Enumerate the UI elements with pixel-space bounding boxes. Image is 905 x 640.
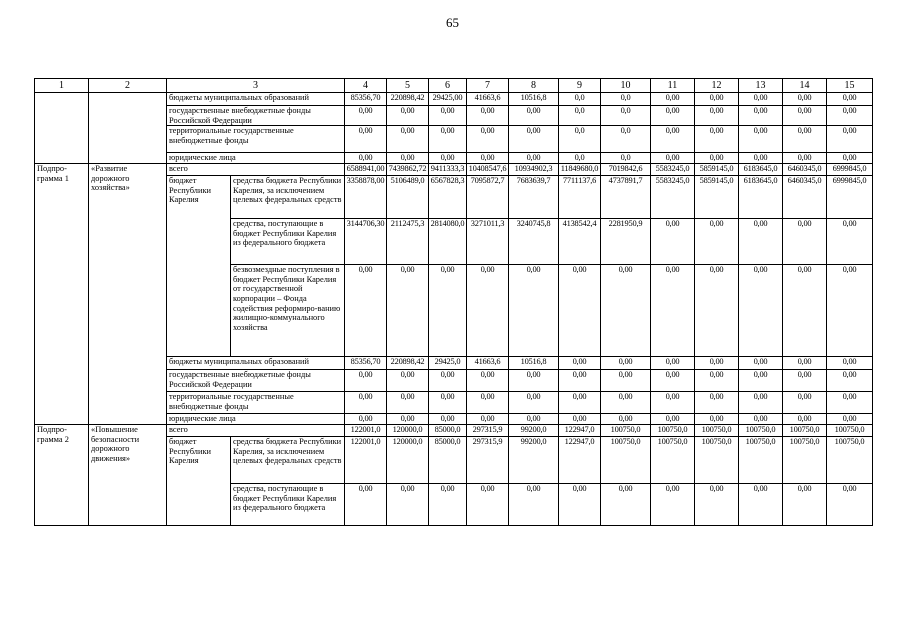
value-cell: 0,00 (695, 153, 739, 164)
source-label: всего (167, 164, 345, 176)
value-cell: 85000,0 (429, 437, 467, 484)
header-cell: 1 (35, 79, 89, 93)
value-cell: 99200,0 (509, 437, 559, 484)
value-cell: 0,00 (651, 106, 695, 126)
subprogram-name: «Развитие дорожного хозяйства» (89, 164, 167, 425)
value-cell: 2281950,9 (601, 219, 651, 265)
value-cell: 0,00 (739, 265, 783, 357)
value-cell: 85356,70 (345, 357, 387, 370)
value-cell: 297315,9 (467, 437, 509, 484)
budget-table (34, 78, 873, 526)
value-cell: 0,0 (601, 93, 651, 106)
value-cell: 0,00 (783, 414, 827, 425)
value-cell: 100750,0 (651, 425, 695, 437)
value-cell: 0,00 (429, 370, 467, 392)
value-cell: 0,00 (601, 357, 651, 370)
value-cell: 6460345,0 (783, 164, 827, 176)
value-cell: 100750,0 (827, 437, 873, 484)
value-cell: 0,00 (827, 414, 873, 425)
value-cell: 0,0 (559, 106, 601, 126)
value-cell: 6567828,3 (429, 176, 467, 219)
table-row (35, 93, 873, 106)
program-cell (35, 93, 89, 164)
page-number: 65 (446, 15, 459, 30)
value-cell: 10516,8 (509, 93, 559, 106)
value-cell: 2814080,0 (429, 219, 467, 265)
value-cell: 0,00 (783, 392, 827, 414)
budget-rk-label: бюджет Республики Карелия (167, 437, 231, 526)
value-cell: 6183645,0 (739, 176, 783, 219)
value-cell: 0,0 (559, 153, 601, 164)
value-cell: 0,00 (783, 93, 827, 106)
value-cell: 120000,0 (387, 437, 429, 484)
source-label: бюджеты муниципальных образований (167, 357, 345, 370)
value-cell: 0,00 (559, 265, 601, 357)
source-label: юридические лица (167, 414, 345, 425)
value-cell: 0,00 (783, 106, 827, 126)
value-cell: 0,00 (695, 357, 739, 370)
value-cell: 0,00 (695, 484, 739, 526)
value-cell: 6999845,0 (827, 176, 873, 219)
header-cell: 12 (695, 79, 739, 93)
value-cell: 0,00 (467, 153, 509, 164)
value-cell: 0,00 (651, 265, 695, 357)
value-cell: 100750,0 (695, 437, 739, 484)
source-label: всего (167, 425, 345, 437)
value-cell: 0,00 (695, 414, 739, 425)
value-cell: 0,00 (827, 484, 873, 526)
value-cell: 29425,0 (429, 357, 467, 370)
value-cell: 7711137,6 (559, 176, 601, 219)
value-cell: 0,00 (827, 106, 873, 126)
header-cell: 10 (601, 79, 651, 93)
value-cell: 0,00 (783, 265, 827, 357)
value-cell: 0,00 (467, 484, 509, 526)
value-cell: 0,0 (601, 153, 651, 164)
value-cell: 3240745,8 (509, 219, 559, 265)
value-cell: 0,00 (559, 484, 601, 526)
value-cell: 0,00 (559, 370, 601, 392)
value-cell: 29425,00 (429, 93, 467, 106)
header-cell: 13 (739, 79, 783, 93)
value-cell: 0,00 (429, 392, 467, 414)
source-label: территориальные государственные внебюджетные фонды (167, 126, 345, 153)
value-cell: 0,00 (739, 484, 783, 526)
value-cell: 0,00 (827, 265, 873, 357)
value-cell: 0,00 (509, 392, 559, 414)
value-cell: 0,00 (387, 265, 429, 357)
value-cell: 0,00 (509, 265, 559, 357)
value-cell: 0,00 (559, 414, 601, 425)
value-cell: 10408547,6 (467, 164, 509, 176)
header-cell: 2 (89, 79, 167, 93)
value-cell: 0,00 (601, 265, 651, 357)
source-label: средства, поступающие в бюджет Республики Карелия из федерального бюджета (231, 484, 345, 526)
value-cell: 0,00 (601, 484, 651, 526)
value-cell: 0,00 (651, 484, 695, 526)
value-cell: 6183645,0 (739, 164, 783, 176)
value-cell: 0,00 (509, 153, 559, 164)
value-cell: 0,00 (827, 370, 873, 392)
value-cell: 0,00 (345, 392, 387, 414)
value-cell: 0,00 (651, 392, 695, 414)
value-cell: 0,00 (509, 370, 559, 392)
value-cell: 0,00 (387, 126, 429, 153)
header-cell: 3 (167, 79, 345, 93)
value-cell: 0,00 (559, 392, 601, 414)
value-cell: 0,00 (387, 370, 429, 392)
value-cell: 100750,0 (739, 437, 783, 484)
value-cell: 0,00 (783, 357, 827, 370)
source-label: бюджеты муниципальных образований (167, 93, 345, 106)
value-cell: 0,00 (651, 93, 695, 106)
value-cell: 0,00 (345, 106, 387, 126)
header-cell: 15 (827, 79, 873, 93)
value-cell: 0,00 (509, 484, 559, 526)
value-cell: 0,00 (429, 106, 467, 126)
value-cell: 0,00 (827, 219, 873, 265)
value-cell: 0,00 (345, 153, 387, 164)
value-cell: 0,00 (601, 370, 651, 392)
value-cell: 5106489,0 (387, 176, 429, 219)
value-cell: 0,00 (509, 414, 559, 425)
value-cell: 0,00 (695, 126, 739, 153)
value-cell: 0,00 (467, 126, 509, 153)
value-cell: 100750,0 (783, 425, 827, 437)
value-cell: 85356,70 (345, 93, 387, 106)
value-cell: 0,00 (651, 357, 695, 370)
value-cell: 100750,0 (601, 437, 651, 484)
value-cell: 0,00 (467, 106, 509, 126)
value-cell: 0,00 (509, 126, 559, 153)
value-cell: 0,00 (739, 219, 783, 265)
source-label: юридические лица (167, 153, 345, 164)
value-cell: 0,0 (601, 106, 651, 126)
value-cell: 0,00 (827, 126, 873, 153)
value-cell: 100750,0 (827, 425, 873, 437)
value-cell: 0,00 (467, 265, 509, 357)
value-cell: 3144706,30 (345, 219, 387, 265)
header-row (35, 79, 873, 93)
value-cell: 0,00 (429, 414, 467, 425)
value-cell: 122001,0 (345, 437, 387, 484)
value-cell: 0,00 (695, 265, 739, 357)
value-cell: 4138542,4 (559, 219, 601, 265)
value-cell: 0,00 (559, 357, 601, 370)
value-cell: 0,00 (429, 265, 467, 357)
value-cell: 0,00 (429, 126, 467, 153)
value-cell: 0,00 (783, 153, 827, 164)
value-cell: 0,00 (695, 370, 739, 392)
value-cell: 0,00 (695, 392, 739, 414)
source-label: средства, поступающие в бюджет Республики Карелия из федерального бюджета (231, 219, 345, 265)
table-row (35, 425, 873, 437)
value-cell: 0,00 (739, 106, 783, 126)
value-cell: 100750,0 (783, 437, 827, 484)
value-cell: 0,00 (345, 414, 387, 425)
value-cell: 41663,6 (467, 357, 509, 370)
value-cell: 5583245,0 (651, 164, 695, 176)
value-cell: 122947,0 (559, 437, 601, 484)
value-cell: 0,00 (345, 265, 387, 357)
value-cell: 0,00 (739, 126, 783, 153)
value-cell: 0,00 (739, 93, 783, 106)
value-cell: 0,00 (827, 153, 873, 164)
value-cell: 2112475,3 (387, 219, 429, 265)
value-cell: 3358878,00 (345, 176, 387, 219)
value-cell: 0,00 (783, 126, 827, 153)
value-cell: 5583245,0 (651, 176, 695, 219)
value-cell: 0,00 (739, 414, 783, 425)
value-cell: 0,00 (467, 392, 509, 414)
value-cell: 0,0 (601, 126, 651, 153)
value-cell: 7683639,7 (509, 176, 559, 219)
value-cell: 0,00 (429, 153, 467, 164)
value-cell: 297315,9 (467, 425, 509, 437)
value-cell: 0,00 (387, 484, 429, 526)
value-cell: 0,00 (739, 392, 783, 414)
value-cell: 0,00 (509, 106, 559, 126)
subprogram-number: Подпро-грамма 1 (35, 164, 89, 425)
value-cell: 0,00 (429, 484, 467, 526)
value-cell: 6588941,00 (345, 164, 387, 176)
value-cell: 0,00 (467, 370, 509, 392)
source-label: безвозмездные поступления в бюджет Республики Карелия от государственной корпорации – Фонда содействия реформиро-ванию жилищно-коммунального хозяйства (231, 265, 345, 357)
source-label: средства бюджета Республики Карелия, за исключением целевых федеральных средств (231, 437, 345, 484)
value-cell: 122001,0 (345, 425, 387, 437)
value-cell: 220898,42 (387, 93, 429, 106)
value-cell: 0,00 (827, 93, 873, 106)
value-cell: 0,00 (783, 219, 827, 265)
value-cell: 0,00 (783, 370, 827, 392)
source-label: территориальные государственные внебюджетные фонды (167, 392, 345, 414)
value-cell: 7019842,6 (601, 164, 651, 176)
value-cell: 99200,0 (509, 425, 559, 437)
value-cell: 0,00 (345, 370, 387, 392)
value-cell: 100750,0 (739, 425, 783, 437)
value-cell: 0,00 (651, 126, 695, 153)
value-cell: 100750,0 (651, 437, 695, 484)
value-cell: 0,00 (345, 126, 387, 153)
value-cell: 122947,0 (559, 425, 601, 437)
value-cell: 0,00 (651, 370, 695, 392)
value-cell: 0,00 (739, 153, 783, 164)
value-cell: 6460345,0 (783, 176, 827, 219)
header-cell: 4 (345, 79, 387, 93)
value-cell: 0,00 (695, 219, 739, 265)
value-cell: 0,00 (601, 414, 651, 425)
value-cell: 0,00 (827, 392, 873, 414)
header-cell: 7 (467, 79, 509, 93)
value-cell: 0,00 (467, 414, 509, 425)
value-cell: 0,00 (387, 414, 429, 425)
value-cell: 0,00 (651, 219, 695, 265)
value-cell: 10934902,3 (509, 164, 559, 176)
table-row (35, 164, 873, 176)
subprogram-number: Подпро-грамма 2 (35, 425, 89, 526)
value-cell: 0,00 (387, 106, 429, 126)
value-cell: 0,00 (739, 370, 783, 392)
value-cell: 6999845,0 (827, 164, 873, 176)
source-label: государственные внебюджетные фонды Российской Федерации (167, 370, 345, 392)
header-cell: 11 (651, 79, 695, 93)
value-cell: 11849680,0 (559, 164, 601, 176)
value-cell: 3271011,3 (467, 219, 509, 265)
value-cell: 0,0 (559, 126, 601, 153)
value-cell: 0,00 (695, 93, 739, 106)
value-cell: 0,0 (559, 93, 601, 106)
value-cell: 10516,8 (509, 357, 559, 370)
subprogram-name: «Повышение безопасности дорожного движения» (89, 425, 167, 526)
header-cell: 5 (387, 79, 429, 93)
value-cell: 120000,0 (387, 425, 429, 437)
value-cell: 85000,0 (429, 425, 467, 437)
value-cell: 7439862,72 (387, 164, 429, 176)
value-cell: 0,00 (783, 484, 827, 526)
value-cell: 7095872,7 (467, 176, 509, 219)
value-cell: 0,00 (827, 357, 873, 370)
program-name-cell (89, 93, 167, 164)
value-cell: 4737891,7 (601, 176, 651, 219)
value-cell: 0,00 (345, 484, 387, 526)
value-cell: 0,00 (387, 153, 429, 164)
budget-rk-label: бюджет Республики Карелия (167, 176, 231, 357)
source-label: средства бюджета Республики Карелия, за исключением целевых федеральных средств (231, 176, 345, 219)
value-cell: 220898,42 (387, 357, 429, 370)
value-cell: 0,00 (651, 153, 695, 164)
value-cell: 5859145,0 (695, 164, 739, 176)
value-cell: 0,00 (695, 106, 739, 126)
header-cell: 9 (559, 79, 601, 93)
value-cell: 100750,0 (601, 425, 651, 437)
value-cell: 100750,0 (695, 425, 739, 437)
value-cell: 0,00 (387, 392, 429, 414)
value-cell: 0,00 (651, 414, 695, 425)
value-cell: 41663,6 (467, 93, 509, 106)
value-cell: 5859145,0 (695, 176, 739, 219)
value-cell: 9411333,3 (429, 164, 467, 176)
source-label: государственные внебюджетные фонды Российской Федерации (167, 106, 345, 126)
header-cell: 14 (783, 79, 827, 93)
header-cell: 6 (429, 79, 467, 93)
value-cell: 0,00 (601, 392, 651, 414)
header-cell: 8 (509, 79, 559, 93)
value-cell: 0,00 (739, 357, 783, 370)
